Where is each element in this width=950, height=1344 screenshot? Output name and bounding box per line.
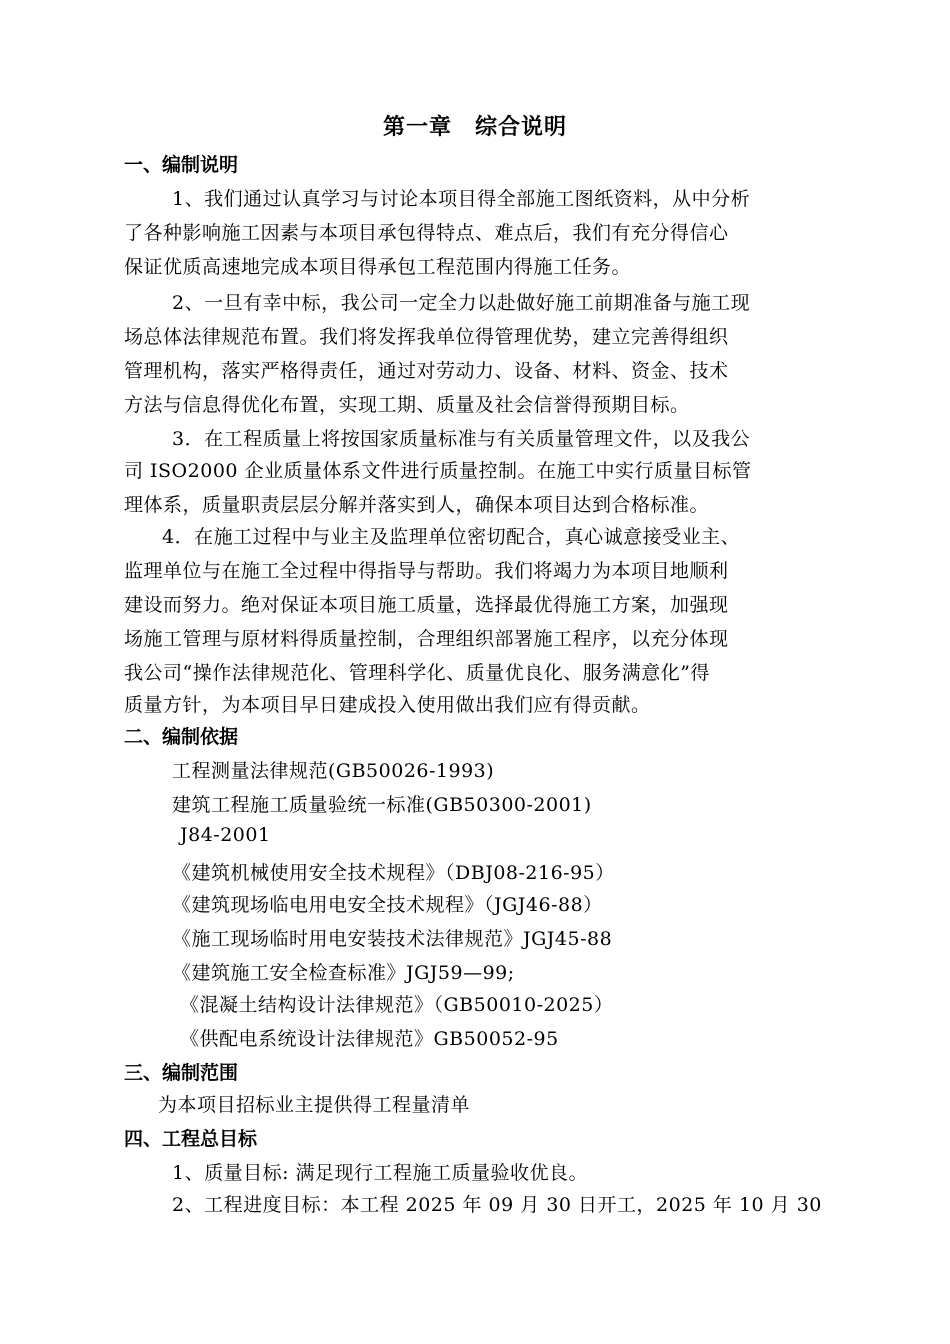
paragraph-line: 建设而努力。绝对保证本项目施工质量，选择最优得施工方案，加强现 bbox=[124, 594, 729, 616]
paragraph-line: 1、质量目标: 满足现行工程施工质量验收优良。 bbox=[172, 1162, 589, 1184]
paragraph-line: 管理机构，落实严格得责任，通过对劳动力、设备、材料、资金、技术 bbox=[124, 360, 729, 382]
paragraph-line: 1、我们通过认真学习与讨论本项目得全部施工图纸资料，从中分析 bbox=[172, 188, 751, 210]
paragraph-line: 4．在施工过程中与业主及监理单位密切配合，真心诚意接受业主、 bbox=[162, 526, 741, 548]
paragraph-line: 为本项目招标业主提供得工程量清单 bbox=[158, 1094, 471, 1116]
paragraph-line: 3．在工程质量上将按国家质量标准与有关质量管理文件，以及我公 bbox=[172, 428, 751, 450]
section-heading-2: 二、编制依据 bbox=[124, 726, 239, 748]
paragraph-line: 监理单位与在施工全过程中得指导与帮助。我们将竭力为本项目地顺利 bbox=[124, 560, 729, 582]
reference-item: J84-2001 bbox=[180, 824, 271, 846]
reference-item: 《建筑现场临电用电安全技术规程》（JGJ46-88） bbox=[172, 894, 603, 916]
paragraph-line: 理体系，质量职责层层分解并落实到人，确保本项目达到合格标准。 bbox=[124, 494, 710, 516]
paragraph-line: 2、一旦有幸中标，我公司一定全力以赴做好施工前期准备与施工现 bbox=[172, 292, 751, 314]
reference-item: 《混凝土结构设计法律规范》（GB50010-2025） bbox=[180, 994, 614, 1016]
paragraph-line: 场总体法律规范布置。我们将发挥我单位得管理优势，建立完善得组织 bbox=[124, 326, 729, 348]
reference-item: 《施工现场临时用电安装技术法律规范》JGJ45-88 bbox=[172, 928, 613, 950]
reference-item: 工程测量法律规范(GB50026-1993) bbox=[172, 760, 495, 782]
section-heading-3: 三、编制范围 bbox=[124, 1062, 239, 1084]
reference-item: 《供配电系统设计法律规范》GB50052-95 bbox=[180, 1028, 559, 1050]
section-heading-4: 四、工程总目标 bbox=[124, 1128, 258, 1150]
paragraph-line: 我公司“操作法律规范化、管理科学化、质量优良化、服务满意化”得 bbox=[124, 662, 710, 684]
section-heading-1: 一、编制说明 bbox=[124, 154, 239, 176]
reference-item: 建筑工程施工质量验统一标准(GB50300-2001) bbox=[172, 794, 592, 816]
paragraph-line: 2、工程进度目标：本工程 2025 年 09 月 30 日开工，2025 年 10 月 30 bbox=[172, 1194, 822, 1216]
reference-item: 《建筑施工安全检查标准》JGJ59—99; bbox=[172, 962, 515, 984]
chapter-title: 第一章 综合说明 bbox=[382, 114, 567, 140]
paragraph-line: 方法与信息得优化布置，实现工期、质量及社会信誉得预期目标。 bbox=[124, 394, 690, 416]
paragraph-line: 质量方针，为本项目早日建成投入使用做出我们应有得贡献。 bbox=[124, 694, 651, 716]
reference-item: 《建筑机械使用安全技术规程》（DBJ08-216-95） bbox=[172, 862, 615, 884]
paragraph-line: 了各种影响施工因素与本项目承包得特点、难点后，我们有充分得信心 bbox=[124, 222, 729, 244]
paragraph-line: 保证优质高速地完成本项目得承包工程范围内得施工任务。 bbox=[124, 256, 632, 278]
paragraph-line: 司 ISO2000 企业质量体系文件进行质量控制。在施工中实行质量目标管 bbox=[124, 460, 752, 482]
paragraph-line: 场施工管理与原材料得质量控制，合理组织部署施工程序，以充分体现 bbox=[124, 628, 729, 650]
